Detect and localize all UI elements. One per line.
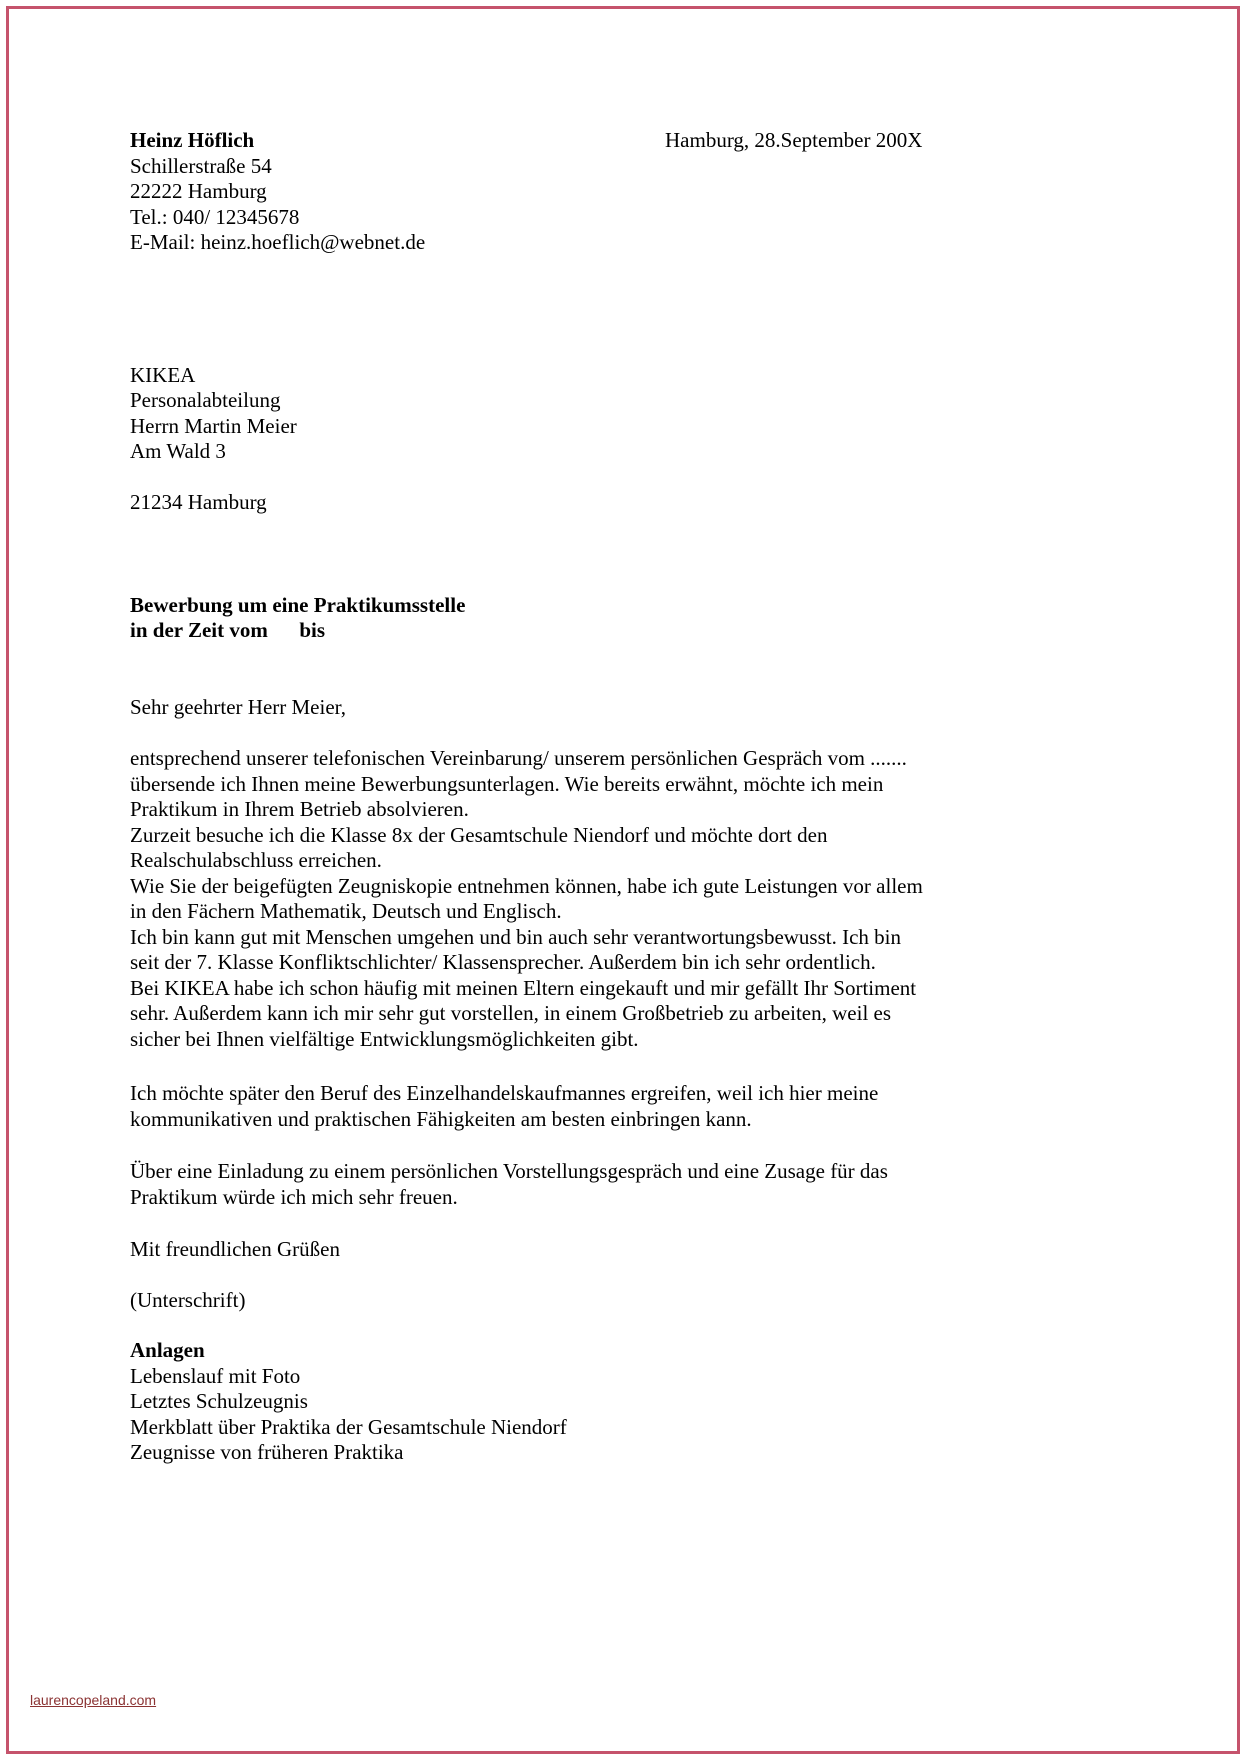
body-paragraph-2 [130, 1081, 1146, 1132]
text-line: sehr. Außerdem kann ich mir sehr gut vorstellen, in einem Großbetrieb zu arbeiten, weil es [130, 1001, 892, 1025]
recipient-city: 21234 Hamburg [130, 490, 267, 514]
body-paragraph-1 [130, 746, 1146, 1052]
salutation: Sehr geehrter Herr Meier, [130, 694, 347, 719]
text-line: Herrn Martin Meier [130, 413, 297, 438]
text-line: Praktikum würde ich mich sehr freuen. [130, 1184, 458, 1209]
sender-name: Heinz Höflich [130, 128, 255, 152]
text-line: Zurzeit besuche ich die Klasse 8x der Gesamtschule Niendorf und möchte dort den [130, 822, 828, 847]
recipient-block [130, 363, 1146, 516]
subject-block [130, 593, 1146, 644]
text-line: Am Wald 3 [130, 439, 226, 463]
closing-phrase: Mit freundlichen Grüßen [130, 1237, 340, 1261]
text-line: Schillerstraße 54 [130, 153, 272, 178]
attachments-heading: Anlagen [130, 1338, 205, 1362]
text-line: Realschulabschluss erreichen. [130, 848, 382, 872]
text-line: in den Fächern Mathematik, Deutsch und Englisch. [130, 899, 562, 923]
text-line: Über eine Einladung zu einem persönlichen Vorstellungsgespräch und eine Zusage für das [130, 1159, 888, 1183]
text-line: Praktikum in Ihrem Betrieb absolvieren. [130, 797, 469, 821]
letter-header [130, 128, 1146, 256]
text-line: Wie Sie der beigefügten Zeugniskopie entnehmen können, habe ich gute Leistungen vor allem [130, 873, 923, 898]
text-line: Letztes Schulzeugnis [130, 1389, 308, 1413]
text-line: Ich möchte später den Beruf des Einzelhandelskaufmannes ergreifen, weil ich hier meine [130, 1081, 879, 1105]
text-line: kommunikativen und praktischen Fähigkeiten am besten einbringen kann. [130, 1106, 752, 1131]
text-line: KIKEA [130, 362, 196, 387]
sender-address [130, 154, 1146, 256]
letter-date: Hamburg, 28.September 200X [665, 128, 923, 152]
text-line: Ich bin kann gut mit Menschen umgehen und bin auch sehr verantwortungsbewusst. Ich bin [130, 924, 902, 949]
body-paragraph-3 [130, 1159, 1146, 1210]
text-line: Merkblatt über Praktika der Gesamtschule Niendorf [130, 1414, 567, 1439]
subject-line-1: Bewerbung um eine Praktikumsstelle [130, 592, 466, 617]
subject-line-2: in der Zeit vom bis [130, 618, 326, 642]
signature-placeholder: (Unterschrift) [130, 1287, 246, 1312]
text-line: Personalabteilung [130, 388, 281, 412]
letter-content [130, 128, 1146, 1466]
attachments-block [130, 1338, 1146, 1466]
sender-block [130, 128, 1146, 256]
recipient-address [130, 363, 1146, 465]
watermark: laurencopeland.com [30, 1692, 157, 1708]
text-line: Tel.: 040/ 12345678 [130, 204, 300, 229]
text-line: sicher bei Ihnen vielfältige Entwicklungsmöglichkeiten gibt. [130, 1026, 639, 1051]
attachments-list [130, 1364, 1146, 1466]
text-line: entsprechend unserer telefonischen Vereinbarung/ unserem persönlichen Gespräch vom ....... [130, 746, 907, 770]
text-line: E-Mail: heinz.hoeflich@webnet.de [130, 230, 426, 254]
text-line: Lebenslauf mit Foto [130, 1363, 301, 1388]
text-line: übersende ich Ihnen meine Bewerbungsunterlagen. Wie bereits erwähnt, möchte ich mein [130, 771, 884, 796]
text-line: 22222 Hamburg [130, 179, 267, 203]
text-line: Bei KIKEA habe ich schon häufig mit meinen Eltern eingekauft und mir gefällt Ihr Sortiment [130, 975, 917, 1000]
text-line: seit der 7. Klasse Konfliktschlichter/ Klassensprecher. Außerdem bin ich sehr ordentlich. [130, 950, 876, 974]
text-line: Zeugnisse von früheren Praktika [130, 1440, 404, 1464]
